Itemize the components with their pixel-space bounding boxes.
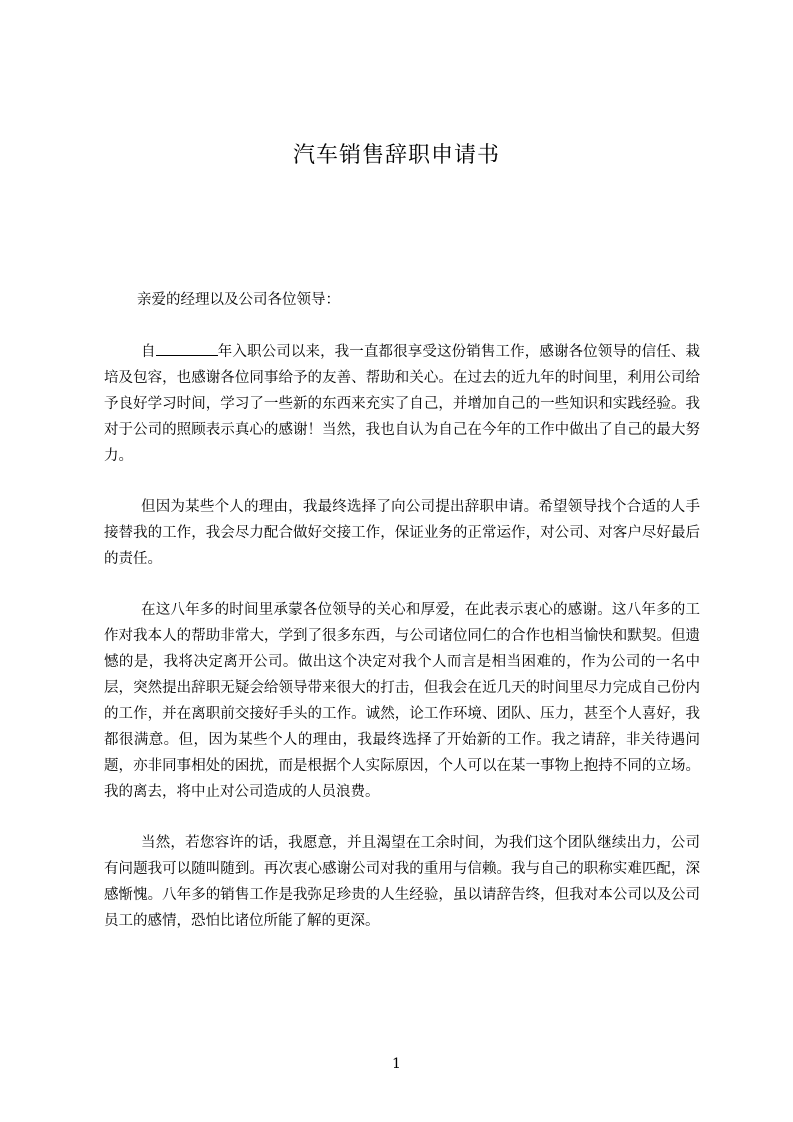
document-title: 汽车销售辞职申请书	[292, 143, 500, 168]
paragraph-2: 但因为某些个人的理由，我最终选择了向公司提出辞职申请。希望领导找个合适的人手接替我的工作，我会尽力配合做好交接工作，保证业务的正常运作，对公司、对客户尽好最后的责任。	[104, 499, 700, 567]
paragraph-spacer	[104, 805, 700, 830]
salutation: 亲爱的经理以及公司各位领导：	[137, 292, 340, 308]
paragraph-1	[104, 339, 700, 469]
paragraph-spacer	[104, 313, 700, 339]
letter-body	[104, 287, 700, 934]
paragraph-1-text: 年入职公司以来，我一直都很享受这份销售工作，感谢各位领导的信任、栽培及包容，也感谢各位同事给予的友善、帮助和关心。在过去的近九年的时间里，利用公司给予良好学习时间，学习了一些新的东西来充实了自己，并增加自己的一些知识和实践经验。我对于公司的照顾表示真心的感谢！当然，我也自认为自己在今年的工作中做出了自己的最大努力。	[104, 344, 701, 464]
paragraph-1-prefix: 自	[141, 344, 156, 360]
page-number: 1	[392, 1056, 401, 1072]
date-blank-line	[156, 340, 218, 356]
paragraph-3: 在这八年多的时间里承蒙各位领导的关心和厚爱，在此表示衷心的感谢。这八年多的工作对我本人的帮助非常大，学到了很多东西，与公司诸位同仁的合作也相当愉快和默契。但遗憾的是，我将决定离开公司。做出这个决定对我个人而言是相当困难的，作为公司的一名中层，突然提出辞职无疑会给领导带来很大的打击，但我会在近几天的时间里尽力完成自己份内的工作，并在离职前交接好手头的工作。诚然，论工作环境、团队、压力，甚至个人喜好，我都很满意。但，因为某些个人的理由，我最终选择了开始新的工作。我之请辞，非关待遇问题，亦非同事相处的困扰，而是根据个人实际原因，个人可以在某一事物上抱持不同的立场。我的离去，将中止对公司造成的人员浪费。	[104, 602, 700, 800]
paragraph-spacer	[104, 469, 700, 494]
paragraph-4: 当然，若您容许的话，我愿意，并且渴望在工余时间，为我们这个团队继续出力，公司有问题我可以随叫随到。再次衷心感谢公司对我的重用与信赖。我与自己的职称实难匹配，深感惭愧。八年多的销售工作是我弥足珍贵的人生经验，虽以请辞告终，但我对本公司以及公司员工的感情，恐怕比诸位所能了解的更深。	[104, 835, 700, 929]
paragraph-spacer	[104, 572, 700, 597]
